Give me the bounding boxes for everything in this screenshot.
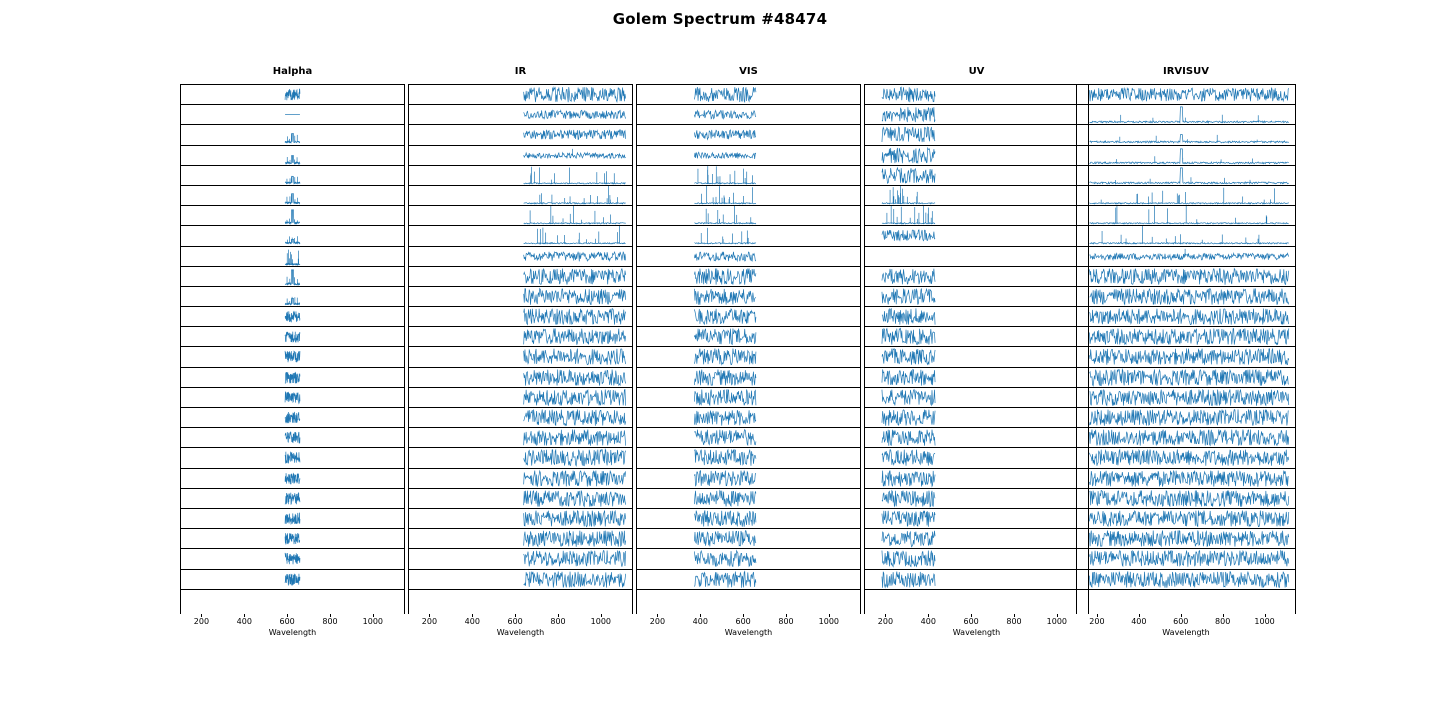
spectrum-panel bbox=[1077, 165, 1295, 186]
spectrum-trace bbox=[865, 166, 1088, 185]
spectrum-trace bbox=[409, 125, 632, 144]
spectrum-trace bbox=[181, 408, 404, 427]
spectrum-panel bbox=[865, 367, 1088, 388]
spectrum-trace bbox=[865, 368, 1088, 387]
spectrum-trace bbox=[1077, 570, 1295, 589]
spectrum-panel bbox=[637, 185, 860, 206]
spectrum-trace bbox=[637, 347, 860, 366]
spectrum-trace bbox=[865, 570, 1088, 589]
x-tick-label: 200 bbox=[1089, 617, 1105, 626]
spectrum-panel bbox=[181, 104, 404, 125]
spectrum-panel bbox=[637, 468, 860, 489]
spectrum-panel bbox=[637, 569, 860, 590]
spectrum-trace bbox=[865, 247, 1088, 266]
spectrum-trace bbox=[637, 368, 860, 387]
spectrum-trace bbox=[1077, 368, 1295, 387]
spectrum-panel bbox=[409, 528, 632, 549]
x-tick-label: 800 bbox=[1006, 617, 1022, 626]
spectrum-panel bbox=[181, 427, 404, 448]
spectrum-panel bbox=[637, 104, 860, 125]
spectrum-panel bbox=[865, 145, 1088, 166]
spectrum-panel bbox=[181, 286, 404, 307]
spectrum-panel bbox=[637, 508, 860, 529]
spectrum-trace bbox=[409, 105, 632, 124]
x-axis bbox=[1076, 614, 1296, 636]
spectrum-panel bbox=[409, 508, 632, 529]
spectrum-trace bbox=[637, 428, 860, 447]
x-tick-label: 400 bbox=[1131, 617, 1147, 626]
spectrum-panel bbox=[637, 84, 860, 105]
spectrum-panel bbox=[1077, 528, 1295, 549]
spectrum-panel bbox=[409, 185, 632, 206]
spectrum-panel bbox=[865, 225, 1088, 246]
spectrum-panel bbox=[637, 326, 860, 347]
spectrum-trace bbox=[1077, 347, 1295, 366]
spectrum-panel bbox=[637, 488, 860, 509]
spectrum-trace bbox=[409, 408, 632, 427]
spectrum-panel bbox=[865, 205, 1088, 226]
spectrum-panel bbox=[1077, 548, 1295, 569]
x-tick-label: 400 bbox=[692, 617, 708, 626]
spectrum-trace bbox=[409, 307, 632, 326]
spectrum-trace bbox=[637, 125, 860, 144]
spectrum-trace bbox=[637, 206, 860, 225]
spectrum-panel bbox=[865, 427, 1088, 448]
spectrum-trace bbox=[1077, 307, 1295, 326]
spectrum-trace bbox=[1077, 267, 1295, 286]
column-title-irvisuv: IRVISUV bbox=[1163, 66, 1209, 77]
spectrum-panel bbox=[637, 145, 860, 166]
spectrum-trace bbox=[1077, 105, 1295, 124]
spectrum-panel bbox=[865, 488, 1088, 509]
spectrum-trace bbox=[637, 146, 860, 165]
spectrum-panel bbox=[865, 306, 1088, 327]
spectrum-panel bbox=[409, 124, 632, 145]
spectrum-trace bbox=[409, 287, 632, 306]
spectrum-trace bbox=[637, 327, 860, 346]
spectrum-trace bbox=[181, 448, 404, 467]
spectrum-trace bbox=[409, 448, 632, 467]
spectrum-panel bbox=[1077, 104, 1295, 125]
spectrum-panel bbox=[1077, 569, 1295, 590]
x-tick-label: 600 bbox=[507, 617, 523, 626]
spectrum-panel bbox=[1077, 145, 1295, 166]
spectrum-panel bbox=[637, 165, 860, 186]
spectrum-panel bbox=[181, 528, 404, 549]
spectrum-trace bbox=[181, 105, 404, 124]
spectrum-panel bbox=[637, 246, 860, 267]
spectrum-trace bbox=[1077, 146, 1295, 165]
spectrum-panel bbox=[181, 145, 404, 166]
x-axis bbox=[408, 614, 633, 636]
spectrum-panel bbox=[1077, 326, 1295, 347]
spectrum-trace bbox=[1077, 489, 1295, 508]
spectrum-trace bbox=[865, 267, 1088, 286]
spectrum-trace bbox=[637, 85, 860, 104]
spectrum-panel bbox=[1077, 246, 1295, 267]
spectrum-panel bbox=[1077, 387, 1295, 408]
spectrum-trace bbox=[865, 287, 1088, 306]
x-tick-label: 1000 bbox=[1254, 617, 1275, 626]
spectrum-panel bbox=[865, 286, 1088, 307]
spectrum-panel bbox=[637, 528, 860, 549]
spectrum-trace bbox=[637, 307, 860, 326]
spectrum-panel bbox=[409, 145, 632, 166]
spectrum-trace bbox=[181, 307, 404, 326]
spectrum-trace bbox=[409, 327, 632, 346]
spectrum-panel bbox=[637, 447, 860, 468]
panel-stack bbox=[1076, 84, 1296, 614]
figure-title: Golem Spectrum #48474 bbox=[612, 10, 828, 28]
spectrum-trace bbox=[181, 247, 404, 266]
spectrum-trace bbox=[409, 347, 632, 366]
spectrum-trace bbox=[865, 428, 1088, 447]
spectrum-trace bbox=[865, 206, 1088, 225]
spectrum-panel bbox=[181, 569, 404, 590]
spectrum-trace bbox=[181, 549, 404, 568]
spectrum-trace bbox=[637, 529, 860, 548]
spectrum-panel bbox=[181, 387, 404, 408]
spectrum-trace bbox=[1077, 287, 1295, 306]
spectrum-trace bbox=[181, 85, 404, 104]
spectrum-panel bbox=[637, 367, 860, 388]
spectrum-trace bbox=[181, 509, 404, 528]
spectrum-trace bbox=[409, 267, 632, 286]
spectrum-panel bbox=[181, 407, 404, 428]
spectrum-panel bbox=[181, 326, 404, 347]
spectrum-panel bbox=[637, 407, 860, 428]
column-title-halpha: Halpha bbox=[272, 66, 313, 77]
spectrum-panel bbox=[181, 185, 404, 206]
spectrum-trace bbox=[865, 307, 1088, 326]
spectrum-panel bbox=[1077, 124, 1295, 145]
x-tick-label: 1000 bbox=[818, 617, 840, 626]
spectrum-trace bbox=[637, 489, 860, 508]
spectrum-panel bbox=[409, 84, 632, 105]
spectrum-panel bbox=[1077, 468, 1295, 489]
spectrum-trace bbox=[637, 408, 860, 427]
panel-stack bbox=[636, 84, 861, 614]
spectrum-trace bbox=[181, 226, 404, 245]
spectrum-trace bbox=[865, 448, 1088, 467]
spectrum-trace bbox=[409, 146, 632, 165]
spectrum-trace bbox=[181, 206, 404, 225]
spectrum-trace bbox=[1077, 469, 1295, 488]
spectrum-trace bbox=[181, 368, 404, 387]
column-title-uv: UV bbox=[968, 66, 985, 77]
spectrum-trace bbox=[409, 206, 632, 225]
spectrum-panel bbox=[181, 548, 404, 569]
spectrum-trace bbox=[1077, 388, 1295, 407]
spectrum-trace bbox=[181, 570, 404, 589]
spectrum-trace bbox=[409, 509, 632, 528]
spectrum-trace bbox=[1077, 166, 1295, 185]
spectrum-trace bbox=[1077, 529, 1295, 548]
spectrum-trace bbox=[181, 267, 404, 286]
x-tick-label: 800 bbox=[778, 617, 794, 626]
spectrum-panel bbox=[865, 528, 1088, 549]
spectrum-trace bbox=[181, 529, 404, 548]
spectrum-trace bbox=[637, 186, 860, 205]
spectrum-trace bbox=[865, 509, 1088, 528]
spectrum-trace bbox=[637, 287, 860, 306]
spectrum-panel bbox=[865, 185, 1088, 206]
spectrum-panel bbox=[409, 286, 632, 307]
x-tick-label: 1000 bbox=[1046, 617, 1068, 626]
x-tick-label: 800 bbox=[322, 617, 338, 626]
x-axis-label: Wavelength bbox=[724, 628, 773, 637]
spectrum-trace bbox=[865, 105, 1088, 124]
x-axis bbox=[636, 614, 861, 636]
column-title-vis: VIS bbox=[739, 66, 758, 77]
spectrum-panel bbox=[865, 124, 1088, 145]
spectrum-panel bbox=[409, 306, 632, 327]
spectrum-panel bbox=[409, 205, 632, 226]
spectrum-trace bbox=[865, 489, 1088, 508]
x-axis bbox=[864, 614, 1089, 636]
spectrum-panel bbox=[637, 205, 860, 226]
spectrum-trace bbox=[409, 549, 632, 568]
spectrum-panel bbox=[409, 407, 632, 428]
spectrum-panel bbox=[865, 548, 1088, 569]
spectrum-trace bbox=[181, 287, 404, 306]
spectrum-trace bbox=[865, 549, 1088, 568]
spectrum-panel bbox=[1077, 447, 1295, 468]
spectrum-panel bbox=[409, 266, 632, 287]
spectrum-trace bbox=[409, 226, 632, 245]
spectrum-trace bbox=[637, 509, 860, 528]
x-tick-label: 400 bbox=[920, 617, 936, 626]
spectrum-panel bbox=[1077, 427, 1295, 448]
x-axis-label: Wavelength bbox=[268, 628, 317, 637]
spectrum-panel bbox=[181, 447, 404, 468]
spectrum-panel bbox=[181, 165, 404, 186]
spectrum-trace bbox=[637, 166, 860, 185]
spectrum-trace bbox=[409, 489, 632, 508]
spectrum-panel bbox=[1077, 306, 1295, 327]
spectrum-panel bbox=[637, 124, 860, 145]
panel-stack bbox=[408, 84, 633, 614]
spectrum-panel bbox=[1077, 407, 1295, 428]
spectrum-trace bbox=[865, 388, 1088, 407]
spectrum-panel bbox=[409, 346, 632, 367]
spectrum-trace bbox=[865, 469, 1088, 488]
spectrum-panel bbox=[865, 387, 1088, 408]
spectrum-trace bbox=[637, 448, 860, 467]
spectrum-trace bbox=[1077, 206, 1295, 225]
spectrum-panel bbox=[865, 246, 1088, 267]
spectrum-trace bbox=[181, 125, 404, 144]
spectrum-panel bbox=[1077, 286, 1295, 307]
spectrum-trace bbox=[181, 327, 404, 346]
spectrum-panel bbox=[865, 407, 1088, 428]
spectrum-panel bbox=[865, 468, 1088, 489]
x-tick-label: 200 bbox=[193, 617, 210, 626]
x-tick-label: 1000 bbox=[590, 617, 612, 626]
spectrum-panel bbox=[1077, 508, 1295, 529]
spectrum-panel bbox=[865, 569, 1088, 590]
spectrum-trace bbox=[409, 247, 632, 266]
x-tick-label: 800 bbox=[550, 617, 566, 626]
x-axis-label: Wavelength bbox=[952, 628, 1001, 637]
spectrum-panel bbox=[409, 387, 632, 408]
x-axis-label: Wavelength bbox=[1162, 628, 1210, 637]
spectrum-panel bbox=[637, 427, 860, 448]
spectrum-panel bbox=[181, 508, 404, 529]
spectrum-trace bbox=[409, 186, 632, 205]
spectrum-trace bbox=[1077, 247, 1295, 266]
spectrum-panel bbox=[1077, 205, 1295, 226]
spectrum-trace bbox=[865, 529, 1088, 548]
x-axis-label: Wavelength bbox=[496, 628, 545, 637]
spectrum-trace bbox=[1077, 509, 1295, 528]
x-tick-label: 200 bbox=[421, 617, 438, 626]
spectrum-panel bbox=[181, 488, 404, 509]
spectrum-panel bbox=[409, 225, 632, 246]
x-tick-label: 600 bbox=[963, 617, 979, 626]
spectrum-trace bbox=[865, 85, 1088, 104]
spectrum-trace bbox=[1077, 85, 1295, 104]
spectrum-panel bbox=[409, 488, 632, 509]
spectrum-panel bbox=[409, 447, 632, 468]
spectrum-panel bbox=[181, 266, 404, 287]
spectrum-panel bbox=[637, 548, 860, 569]
spectrum-trace bbox=[181, 428, 404, 447]
spectrum-panel bbox=[637, 225, 860, 246]
spectrum-trace bbox=[637, 105, 860, 124]
spectrum-trace bbox=[409, 388, 632, 407]
spectrum-panel bbox=[409, 468, 632, 489]
spectrum-trace bbox=[409, 368, 632, 387]
spectrum-trace bbox=[865, 186, 1088, 205]
spectrum-trace bbox=[637, 388, 860, 407]
spectrum-trace bbox=[181, 489, 404, 508]
spectrum-trace bbox=[1077, 549, 1295, 568]
spectrum-trace bbox=[865, 327, 1088, 346]
spectrum-panel bbox=[181, 205, 404, 226]
spectrum-trace bbox=[865, 347, 1088, 366]
spectrum-trace bbox=[1077, 428, 1295, 447]
spectrum-panel bbox=[1077, 185, 1295, 206]
spectrum-trace bbox=[1077, 448, 1295, 467]
spectrum-trace bbox=[181, 469, 404, 488]
spectrum-panel bbox=[409, 367, 632, 388]
spectrum-trace bbox=[865, 408, 1088, 427]
spectrum-panel bbox=[637, 286, 860, 307]
spectrum-trace bbox=[181, 388, 404, 407]
spectrum-panel bbox=[637, 266, 860, 287]
spectrum-panel bbox=[865, 104, 1088, 125]
spectrum-panel bbox=[1077, 266, 1295, 287]
spectrum-panel bbox=[181, 367, 404, 388]
spectrum-trace bbox=[637, 267, 860, 286]
spectrum-trace bbox=[865, 146, 1088, 165]
spectrum-trace bbox=[409, 166, 632, 185]
spectrum-panel bbox=[181, 346, 404, 367]
spectrum-trace bbox=[637, 469, 860, 488]
spectrum-trace bbox=[409, 85, 632, 104]
spectrum-panel bbox=[181, 246, 404, 267]
spectrum-panel bbox=[865, 447, 1088, 468]
x-tick-label: 400 bbox=[464, 617, 480, 626]
spectrum-trace bbox=[409, 469, 632, 488]
spectrum-trace bbox=[637, 247, 860, 266]
x-tick-label: 600 bbox=[279, 617, 295, 626]
spectrum-panel bbox=[409, 427, 632, 448]
spectrum-trace bbox=[637, 570, 860, 589]
spectrum-panel bbox=[409, 548, 632, 569]
x-tick-label: 800 bbox=[1215, 617, 1231, 626]
spectrum-panel bbox=[637, 387, 860, 408]
spectrum-panel bbox=[181, 225, 404, 246]
spectrum-panel bbox=[637, 346, 860, 367]
spectrum-panel bbox=[1077, 367, 1295, 388]
spectrum-trace bbox=[637, 549, 860, 568]
spectrum-panel bbox=[865, 266, 1088, 287]
spectrum-trace bbox=[1077, 327, 1295, 346]
spectrum-panel bbox=[865, 346, 1088, 367]
panel-stack bbox=[864, 84, 1089, 614]
panel-stack bbox=[180, 84, 405, 614]
spectrum-panel bbox=[409, 326, 632, 347]
spectrum-trace bbox=[409, 529, 632, 548]
spectrum-trace bbox=[637, 226, 860, 245]
spectrum-trace bbox=[181, 166, 404, 185]
x-tick-label: 400 bbox=[236, 617, 252, 626]
spectrum-trace bbox=[1077, 125, 1295, 144]
spectrum-trace bbox=[1077, 186, 1295, 205]
spectrum-panel bbox=[181, 124, 404, 145]
spectrum-trace bbox=[409, 570, 632, 589]
x-axis bbox=[180, 614, 405, 636]
spectrum-panel bbox=[1077, 488, 1295, 509]
spectrum-panel bbox=[1077, 84, 1295, 105]
spectrum-panel bbox=[409, 165, 632, 186]
spectrum-trace bbox=[1077, 408, 1295, 427]
column-title-ir: IR bbox=[514, 66, 527, 77]
spectrum-trace bbox=[181, 347, 404, 366]
spectrum-trace bbox=[865, 125, 1088, 144]
spectrum-panel bbox=[409, 246, 632, 267]
spectrum-panel bbox=[637, 306, 860, 327]
spectrum-panel bbox=[409, 104, 632, 125]
spectrum-panel bbox=[181, 468, 404, 489]
x-tick-label: 200 bbox=[649, 617, 666, 626]
spectrum-panel bbox=[1077, 225, 1295, 246]
spectrum-panel bbox=[865, 508, 1088, 529]
spectrum-panel bbox=[865, 165, 1088, 186]
spectrum-panel bbox=[865, 84, 1088, 105]
spectrum-panel bbox=[181, 84, 404, 105]
x-tick-label: 600 bbox=[735, 617, 751, 626]
spectrum-trace bbox=[865, 226, 1088, 245]
x-tick-label: 600 bbox=[1173, 617, 1189, 626]
spectrum-panel bbox=[181, 306, 404, 327]
spectrum-panel bbox=[865, 326, 1088, 347]
spectrum-trace bbox=[409, 428, 632, 447]
spectrum-trace bbox=[181, 186, 404, 205]
spectrum-panel bbox=[1077, 346, 1295, 367]
spectrum-trace bbox=[1077, 226, 1295, 245]
spectrum-panel bbox=[409, 569, 632, 590]
x-tick-label: 200 bbox=[877, 617, 894, 626]
spectrum-trace bbox=[181, 146, 404, 165]
x-tick-label: 1000 bbox=[362, 617, 384, 626]
